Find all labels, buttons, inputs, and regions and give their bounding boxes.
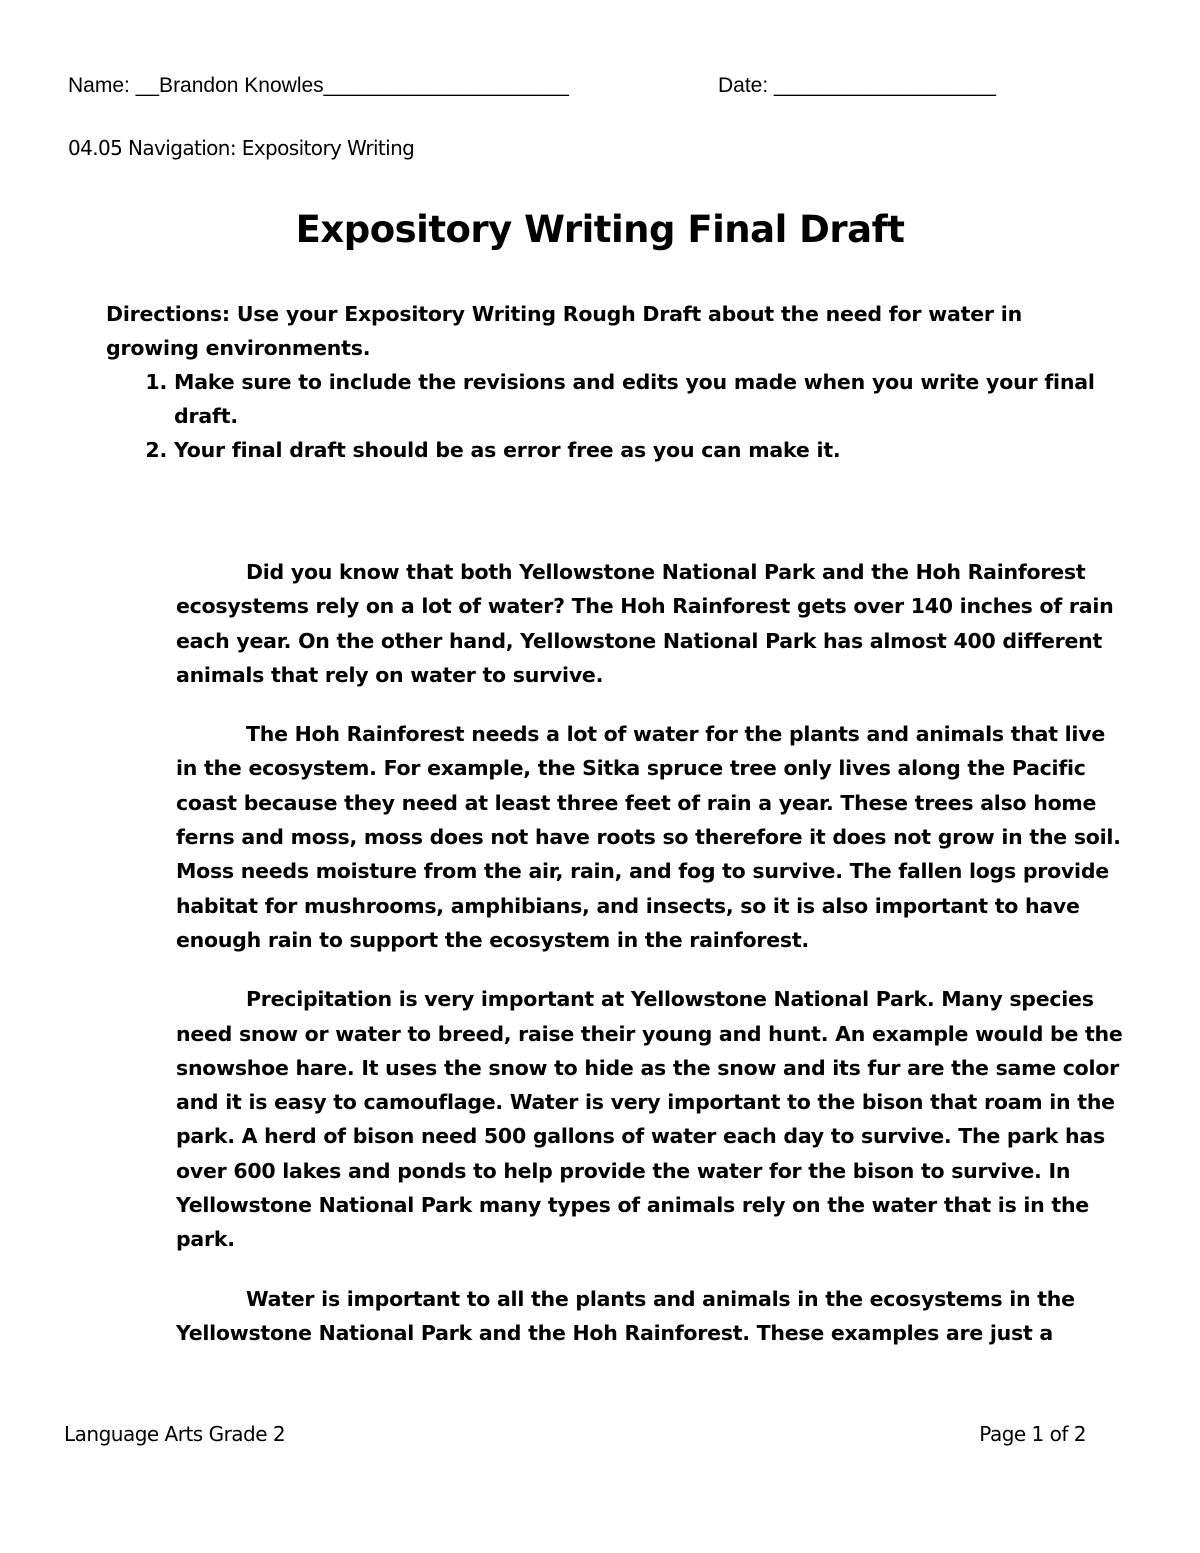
assignment-label: 04.05 Navigation: Expository Writing [68,136,415,160]
directions [106,297,1106,467]
directions-intro: Directions: Use your Expository Writing Rough Draft about the need for water in growing environments. [106,302,1022,360]
date-value: ___________________ [774,74,996,97]
footer-course: Language Arts Grade 2 [64,1422,286,1446]
name-value: __Brandon Knowles_____________________ [135,74,569,97]
footer-page-number: Page 1 of 2 [979,1422,1086,1446]
essay-paragraph: Did you know that both Yellowstone National Park and the Hoh Rainforest ecosystems rely on a lot of water? The Hoh Rainforest gets over 140 inches of rain each year. On the other hand, Yellowstone National Park has almost 400 different animals that rely on water to survive. [176,560,1114,687]
date-group [718,74,996,98]
essay-paragraph: Precipitation is very important at Yellowstone National Park. Many species need snow or water to breed, raise their young and hunt. An example would be the snowshoe hare. It uses the snow to hide as the snow and its fur are the same color and it is easy to camouflage. Water is very important to the bison that roam in the park. A herd of bison need 500 gallons of water each day to survive. The park has over 600 lakes and ponds to help provide the water for the bison to survive. In Yellowstone National Park many types of animals rely on the water that is in the park. [176,987,1123,1252]
essay-paragraph: The Hoh Rainforest needs a lot of water for the plants and animals that live in the ecosystem. For example, the Sitka spruce tree only lives along the Pacific coast because they need at least three feet of rain a year. These trees also home ferns and moss, moss does not have roots so therefore it does not grow in the soil. Moss needs moisture from the air, rain, and fog to survive. The fallen logs provide habitat for mushrooms, amphibians, and insects, so it is also important to have enough rain to support the ecosystem in the rainforest. [176,722,1121,952]
directions-item: 2. Your final draft should be as error free as you can make it. [174,433,1106,467]
name-date-header [68,74,1138,98]
date-label: Date: [718,74,769,97]
essay-body [176,555,1126,1375]
directions-item: 1. Make sure to include the revisions and edits you made when you write your final draft. [174,365,1106,433]
directions-list [106,365,1106,467]
name-label: Name: [68,74,130,97]
page-title: Expository Writing Final Draft [295,208,905,251]
essay-paragraph: Water is important to all the plants and animals in the ecosystems in the Yellowstone National Park and the Hoh Rainforest. These examples are just a [176,1286,1075,1345]
